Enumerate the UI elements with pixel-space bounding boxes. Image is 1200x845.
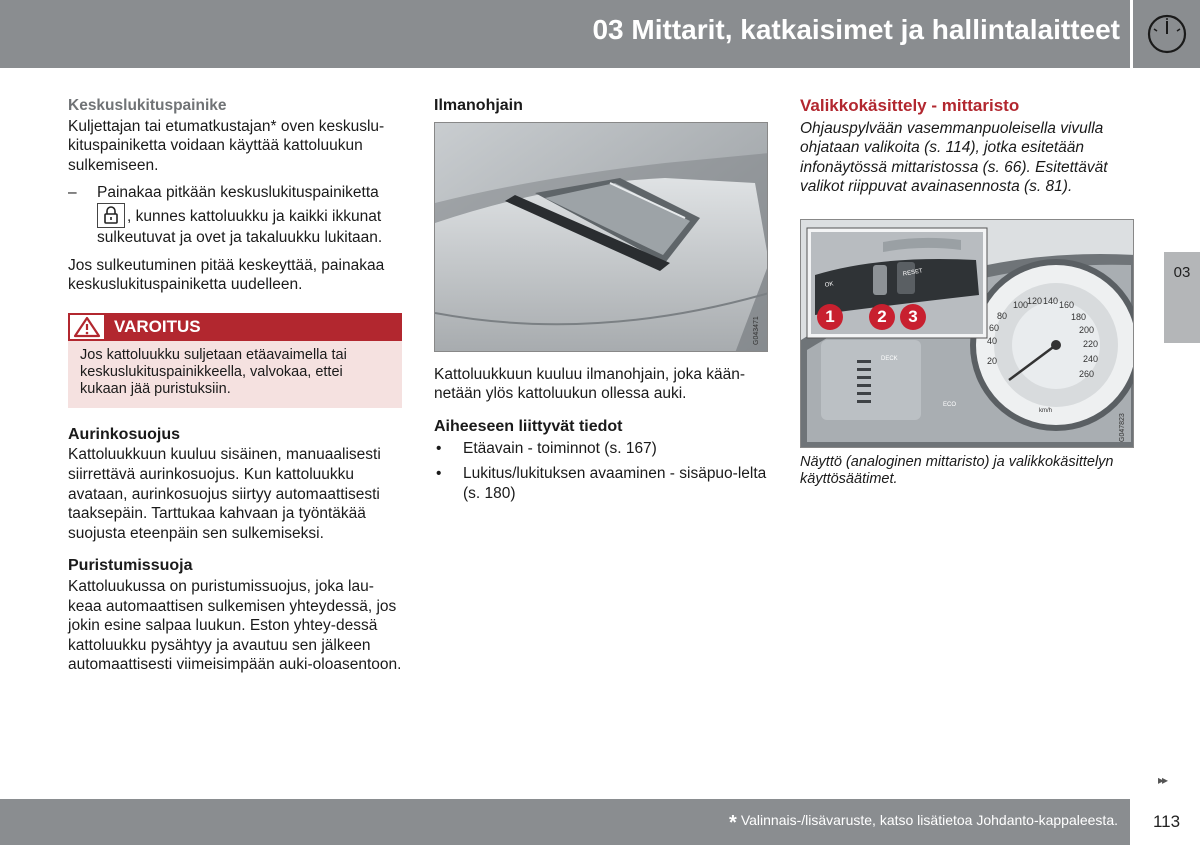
page-header xyxy=(0,0,1130,68)
speed-label: 100 xyxy=(1013,299,1029,310)
speed-label: 40 xyxy=(987,335,998,346)
image-code: G043471 xyxy=(753,315,760,345)
central-lock-interrupt: Jos sulkeutuminen pitää keskeyttää, painakaa keskuslukituspainiketta uudelleen. xyxy=(68,256,385,294)
marker-3: 3 xyxy=(900,304,926,330)
sunshade-heading: Aurinkosuojus xyxy=(68,425,181,443)
marker-2: 2 xyxy=(869,304,895,330)
bullet-dot: • xyxy=(436,464,442,482)
speed-label: 240 xyxy=(1083,353,1099,364)
central-lock-step xyxy=(68,183,402,247)
deflector-text: Kattoluukkuun kuuluu ilmanohjain, joka kään-netään ylös kattoluukun ollessa auki. xyxy=(434,365,746,403)
column-right xyxy=(800,96,1134,488)
speed-label: 260 xyxy=(1079,368,1095,379)
figure-caption: Näyttö (analoginen mittaristo) ja valikkokäsittelyn käyttösäätimet. xyxy=(800,453,1114,487)
related-item-text[interactable]: Lukitus/lukituksen avaaminen - sisäpuo-lelta (s. 180) xyxy=(463,464,767,502)
speed-label: 180 xyxy=(1071,311,1087,322)
speed-label: 20 xyxy=(987,355,998,366)
instrument-cluster-figure xyxy=(800,219,1134,448)
speed-label: 80 xyxy=(997,310,1008,321)
chapter-tab[interactable]: 03 xyxy=(1164,252,1200,343)
stalk-label-reset: RESET xyxy=(902,268,924,278)
column-middle xyxy=(434,96,768,503)
page-footer xyxy=(0,799,1130,845)
warning-header xyxy=(68,313,402,341)
related-heading: Aiheeseen liittyvät tiedot xyxy=(434,417,623,435)
marker-1: 1 xyxy=(817,304,843,330)
warning-title: VAROITUS xyxy=(114,316,201,336)
menu-text: Ohjauspylvään vasemmanpuoleisella vivulla ohjataan valikoita (s. 114), jotka esitetään infonäytössä mittaristossa (s. 66). Esitettävät valikot riippuvat avainasennosta (s. 81). xyxy=(800,119,1108,196)
page-number: 113 xyxy=(1152,812,1181,831)
speed-label: 140 xyxy=(1043,295,1059,306)
pinch-heading: Puristumissuoja xyxy=(68,557,193,575)
step-text-part1: Painakaa pitkään keskuslukituspainiketta xyxy=(97,184,379,202)
mode-label-deck: DECK xyxy=(881,355,898,362)
warning-box xyxy=(68,313,402,408)
chapter-icon-box xyxy=(1133,0,1200,68)
step-dash: – xyxy=(68,184,77,202)
image-code: G047823 xyxy=(1119,413,1126,442)
related-item[interactable] xyxy=(434,464,768,503)
deflector-heading: Ilmanohjain xyxy=(434,97,523,114)
footnote-star: * xyxy=(729,812,737,834)
related-item-text[interactable]: Etäavain - toiminnot (s. 167) xyxy=(463,440,657,458)
warning-triangle-icon xyxy=(68,313,106,341)
speed-label: 220 xyxy=(1083,338,1099,349)
pinch-text: Kattoluukussa on puristumissuojus, joka lau-keaa automaattisen sulkemisen yhteydessä, jos jokin esine salpaa luukun. Eston yhtey-dessä kattoluukku pysähtyy ja avautuu sen jälkeen automaattisesti viimeisimpään auki-oloasentoon. xyxy=(68,577,402,674)
gauge-icon xyxy=(1145,12,1189,56)
related-item[interactable] xyxy=(434,439,768,459)
sunshade-text: Kattoluukkuun kuuluu sisäinen, manuaalisesti siirrettävä aurinkosuojus. Kun kattoluukku avataan, aurinkosuojus siirtyy automaattisesti taaksepäin. Tarttukaa kahvaan ja työntäkää suojusta eteenpäin sen sulkemiseksi. xyxy=(68,446,381,542)
mode-label-eco: ECO xyxy=(943,401,957,408)
chapter-title: 03 Mittarit, katkaisimet ja hallintalaitteet xyxy=(592,14,1120,45)
speed-label: 160 xyxy=(1059,299,1075,310)
continue-arrow-icon: ▸▸ xyxy=(1158,773,1167,787)
footnote-text: Valinnais-/lisävaruste, katso lisätietoa Johdanto-kappaleesta. xyxy=(740,812,1118,828)
bullet-dot: • xyxy=(436,440,442,458)
warning-text: Jos kattoluukku suljetaan etäavaimella tai keskuslukituspainikkeella, valvokaa, ettei kukaan jää puristuksiin. xyxy=(68,341,402,408)
speed-label: 60 xyxy=(989,322,1000,333)
speed-label: 200 xyxy=(1079,324,1095,335)
stalk-label-ok: OK xyxy=(824,281,834,289)
central-lock-button-icon xyxy=(97,203,125,228)
central-lock-text: Kuljettajan tai etumatkustajan* oven keskuslu-kituspainiketta voidaan käyttää kattoluukun sulkemiseen. xyxy=(68,117,385,174)
central-lock-heading: Keskuslukituspainike xyxy=(68,97,227,114)
menu-heading: Valikkokäsittely - mittaristo xyxy=(800,96,1020,115)
step-text-part2: , kunnes kattoluukku ja kaikki ikkunat sulkeutuvat ja ovet ja takaluukku lukitaan. xyxy=(97,207,383,246)
column-left xyxy=(68,96,402,675)
footer-note xyxy=(729,812,1118,835)
sunroof-deflector-photo xyxy=(434,122,768,352)
speed-unit: km/h xyxy=(1039,407,1053,414)
speed-label: 120 xyxy=(1027,295,1043,306)
